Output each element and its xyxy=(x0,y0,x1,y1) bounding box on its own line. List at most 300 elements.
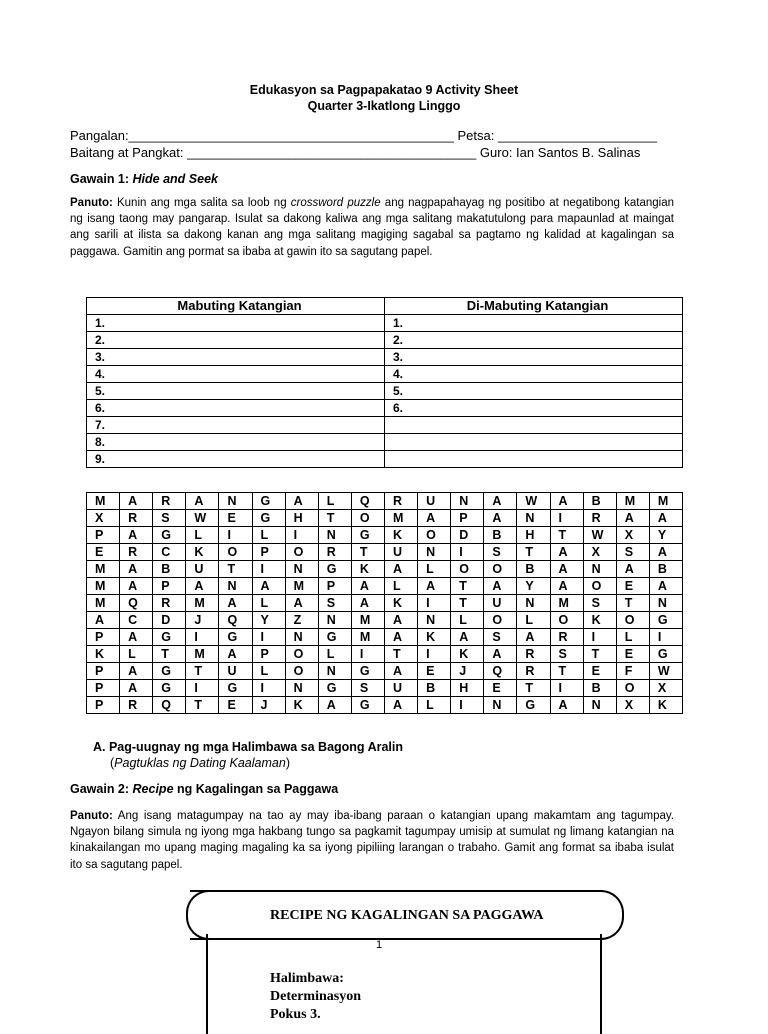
recipe-scroll-body xyxy=(206,934,602,1034)
di-mabuting-cell: 1. xyxy=(385,315,683,332)
puzzle-cell: C xyxy=(153,544,186,561)
puzzle-cell: N xyxy=(583,561,616,578)
puzzle-cell: P xyxy=(252,544,285,561)
word-search-puzzle xyxy=(86,492,683,714)
puzzle-cell: L xyxy=(120,646,153,663)
puzzle-cell: G xyxy=(153,663,186,680)
puzzle-cell: N xyxy=(649,595,682,612)
section-a-subheading xyxy=(110,756,290,770)
panuto-text-a: Kunin ang mga salita sa loob ng xyxy=(112,197,291,209)
mabuting-cell: 9. xyxy=(87,451,385,468)
puzzle-cell: L xyxy=(318,493,351,510)
puzzle-cell: N xyxy=(318,663,351,680)
puzzle-cell: M xyxy=(87,595,120,612)
puzzle-cell: E xyxy=(484,680,517,697)
puzzle-cell: F xyxy=(616,663,649,680)
panuto-text-italic: crossword puzzle xyxy=(290,197,381,209)
sub-close-paren: ) xyxy=(285,756,290,770)
puzzle-cell: E xyxy=(616,578,649,595)
puzzle-cell: O xyxy=(484,612,517,629)
gawain2-title-italic: Recipe xyxy=(132,782,174,796)
name-date-line: Pangalan:_____________________________________________ Petsa: ______________________ xyxy=(70,128,658,143)
puzzle-cell: G xyxy=(351,663,384,680)
puzzle-cell: R xyxy=(318,544,351,561)
puzzle-cell: R xyxy=(384,493,417,510)
puzzle-row xyxy=(87,697,683,714)
puzzle-cell: M xyxy=(351,629,384,646)
puzzle-cell: M xyxy=(87,493,120,510)
puzzle-cell: G xyxy=(318,561,351,578)
puzzle-cell: K xyxy=(451,646,484,663)
puzzle-cell: G xyxy=(649,646,682,663)
puzzle-cell: I xyxy=(649,629,682,646)
puzzle-cell: X xyxy=(583,544,616,561)
puzzle-cell: S xyxy=(153,510,186,527)
puzzle-cell: M xyxy=(285,578,318,595)
puzzle-cell: B xyxy=(649,561,682,578)
puzzle-cell: N xyxy=(318,527,351,544)
puzzle-cell: Y xyxy=(649,527,682,544)
puzzle-cell: P xyxy=(87,697,120,714)
puzzle-cell: M xyxy=(87,578,120,595)
puzzle-cell: S xyxy=(318,595,351,612)
puzzle-cell: M xyxy=(649,493,682,510)
header-mabuting: Mabuting Katangian xyxy=(87,298,385,315)
puzzle-cell: L xyxy=(616,629,649,646)
puzzle-cell: A xyxy=(318,697,351,714)
mabuting-cell: 8. xyxy=(87,434,385,451)
puzzle-cell: L xyxy=(252,663,285,680)
puzzle-cell: O xyxy=(285,663,318,680)
puzzle-cell: A xyxy=(649,578,682,595)
di-mabuting-cell: 6. xyxy=(385,400,683,417)
mabuting-cell: 2. xyxy=(87,332,385,349)
puzzle-cell: O xyxy=(616,612,649,629)
puzzle-cell: S xyxy=(583,595,616,612)
puzzle-cell: Q xyxy=(153,697,186,714)
puzzle-cell: Q xyxy=(120,595,153,612)
di-mabuting-cell: 3. xyxy=(385,349,683,366)
puzzle-cell: A xyxy=(550,544,583,561)
puzzle-row xyxy=(87,646,683,663)
puzzle-cell: B xyxy=(484,527,517,544)
puzzle-cell: I xyxy=(451,697,484,714)
puzzle-cell: A xyxy=(186,578,219,595)
puzzle-cell: Q xyxy=(484,663,517,680)
puzzle-cell: U xyxy=(384,680,417,697)
puzzle-cell: X xyxy=(616,527,649,544)
puzzle-cell: P xyxy=(252,646,285,663)
puzzle-cell: A xyxy=(616,561,649,578)
puzzle-cell: P xyxy=(87,527,120,544)
puzzle-cell: K xyxy=(384,527,417,544)
puzzle-cell: I xyxy=(252,680,285,697)
puzzle-cell: Y xyxy=(252,612,285,629)
puzzle-cell: T xyxy=(517,680,550,697)
puzzle-cell: A xyxy=(451,629,484,646)
puzzle-cell: Z xyxy=(285,612,318,629)
puzzle-cell: I xyxy=(418,646,451,663)
puzzle-cell: N xyxy=(583,697,616,714)
table-row xyxy=(87,400,683,417)
puzzle-cell: Q xyxy=(219,612,252,629)
puzzle-cell: R xyxy=(120,510,153,527)
di-mabuting-cell xyxy=(385,434,683,451)
table-row xyxy=(87,383,683,400)
page-title: Edukasyon sa Pagpapakatao 9 Activity Sheet xyxy=(249,83,519,97)
puzzle-cell: H xyxy=(451,680,484,697)
recipe-line: Pokus 3. xyxy=(270,1007,321,1022)
puzzle-cell: A xyxy=(616,510,649,527)
puzzle-cell: N xyxy=(285,629,318,646)
puzzle-cell: A xyxy=(252,578,285,595)
puzzle-cell: R xyxy=(120,544,153,561)
puzzle-cell: T xyxy=(550,527,583,544)
puzzle-cell: N xyxy=(285,561,318,578)
puzzle-cell: G xyxy=(649,612,682,629)
puzzle-cell: M xyxy=(351,612,384,629)
puzzle-cell: K xyxy=(384,595,417,612)
puzzle-cell: U xyxy=(219,663,252,680)
recipe-line: Determinasyon xyxy=(270,989,361,1004)
gawain1-title: Hide and Seek xyxy=(132,172,218,186)
puzzle-cell: A xyxy=(484,578,517,595)
table-row xyxy=(87,417,683,434)
puzzle-cell: A xyxy=(285,595,318,612)
puzzle-cell: A xyxy=(219,646,252,663)
puzzle-cell: A xyxy=(517,629,550,646)
puzzle-cell: G xyxy=(219,680,252,697)
puzzle-cell: T xyxy=(186,663,219,680)
puzzle-cell: K xyxy=(351,561,384,578)
puzzle-cell: G xyxy=(153,680,186,697)
puzzle-cell: O xyxy=(616,680,649,697)
puzzle-row xyxy=(87,510,683,527)
katangian-table xyxy=(86,297,683,468)
puzzle-cell: A xyxy=(550,697,583,714)
puzzle-cell: I xyxy=(219,527,252,544)
gawain2-title-rest: ng Kagalingan sa Paggawa xyxy=(173,782,339,796)
puzzle-cell: D xyxy=(451,527,484,544)
puzzle-cell: A xyxy=(384,629,417,646)
puzzle-cell: G xyxy=(351,527,384,544)
puzzle-cell: B xyxy=(583,680,616,697)
puzzle-cell: T xyxy=(451,595,484,612)
puzzle-cell: B xyxy=(583,493,616,510)
puzzle-cell: M xyxy=(186,595,219,612)
puzzle-cell: A xyxy=(649,510,682,527)
puzzle-cell: K xyxy=(649,697,682,714)
puzzle-cell: G xyxy=(517,697,550,714)
puzzle-cell: J xyxy=(186,612,219,629)
puzzle-row xyxy=(87,561,683,578)
panuto-text-b: ang nagpapahayag ng positibo at negatibong katangian ng isang taong may pangarap. Isulat sa dakong kaliwa ang mga salitang makatutulong para mapaunlad at maingat ang sarili at ilista sa dakong kanan ang mga salitang magiging sagabal sa pagtamo ng kalidad at kagalingan sa paggawa. Gamitin ang pormat sa ibaba at gawin ito sa sagutang papel. xyxy=(70,197,674,258)
mabuting-cell: 3. xyxy=(87,349,385,366)
puzzle-cell: K xyxy=(87,646,120,663)
puzzle-cell: G xyxy=(252,510,285,527)
puzzle-cell: T xyxy=(186,697,219,714)
puzzle-cell: K xyxy=(418,629,451,646)
puzzle-cell: N xyxy=(451,493,484,510)
puzzle-cell: O xyxy=(550,612,583,629)
puzzle-cell: I xyxy=(550,680,583,697)
puzzle-cell: T xyxy=(384,646,417,663)
puzzle-row xyxy=(87,595,683,612)
gawain2-heading xyxy=(70,782,338,796)
puzzle-cell: T xyxy=(616,595,649,612)
puzzle-cell: L xyxy=(318,646,351,663)
puzzle-cell: N xyxy=(219,578,252,595)
puzzle-cell: Y xyxy=(517,578,550,595)
puzzle-cell: B xyxy=(418,680,451,697)
puzzle-cell: T xyxy=(351,544,384,561)
puzzle-cell: P xyxy=(87,680,120,697)
puzzle-cell: P xyxy=(318,578,351,595)
panuto2-text: Ang isang matagumpay na tao ay may iba-ibang paraan o katangian upang makamtam ang tagumpay. Ngayon bilang simula ng iyong mga hakbang tungo sa pagkamit tagumpay umisip at sumulat ng limang katangian na kinakailangan mo upang maging magaling ka sa iyong pipiliing larangan o trabaho. Gamit ang format sa ibaba isulat ito sa sagutang papel. xyxy=(70,810,674,871)
puzzle-cell: O xyxy=(484,561,517,578)
puzzle-cell: E xyxy=(219,697,252,714)
puzzle-cell: I xyxy=(451,544,484,561)
puzzle-cell: N xyxy=(418,612,451,629)
puzzle-cell: R xyxy=(153,493,186,510)
section-a-heading: A. Pag-uugnay ng mga Halimbawa sa Bagong Aralin xyxy=(93,740,404,754)
puzzle-cell: N xyxy=(285,680,318,697)
puzzle-cell: E xyxy=(418,663,451,680)
puzzle-cell: L xyxy=(252,595,285,612)
puzzle-cell: G xyxy=(318,680,351,697)
puzzle-row xyxy=(87,629,683,646)
puzzle-cell: P xyxy=(87,663,120,680)
mabuting-cell: 7. xyxy=(87,417,385,434)
puzzle-cell: A xyxy=(285,493,318,510)
puzzle-cell: A xyxy=(87,612,120,629)
puzzle-cell: E xyxy=(583,663,616,680)
puzzle-cell: I xyxy=(252,629,285,646)
puzzle-cell: A xyxy=(550,561,583,578)
puzzle-cell: S xyxy=(484,629,517,646)
puzzle-cell: N xyxy=(219,493,252,510)
puzzle-cell: O xyxy=(451,561,484,578)
recipe-line: Halimbawa: xyxy=(270,971,344,986)
puzzle-cell: A xyxy=(120,493,153,510)
puzzle-row xyxy=(87,612,683,629)
grade-teacher-line: Baitang at Pangkat: ________________________________________ Guro: Ian Santos B. Salinas xyxy=(70,145,641,160)
puzzle-cell: L xyxy=(451,612,484,629)
mabuting-cell: 4. xyxy=(87,366,385,383)
puzzle-cell: K xyxy=(186,544,219,561)
puzzle-cell: O xyxy=(285,646,318,663)
puzzle-cell: P xyxy=(451,510,484,527)
table-row xyxy=(87,366,683,383)
puzzle-cell: C xyxy=(120,612,153,629)
table-row xyxy=(87,332,683,349)
puzzle-row xyxy=(87,527,683,544)
mabuting-cell: 1. xyxy=(87,315,385,332)
puzzle-cell: S xyxy=(484,544,517,561)
puzzle-cell: L xyxy=(186,527,219,544)
puzzle-cell: U xyxy=(384,544,417,561)
mabuting-cell: 6. xyxy=(87,400,385,417)
puzzle-cell: O xyxy=(418,527,451,544)
puzzle-cell: L xyxy=(418,561,451,578)
puzzle-row xyxy=(87,493,683,510)
puzzle-cell: G xyxy=(351,697,384,714)
puzzle-cell: O xyxy=(219,544,252,561)
puzzle-cell: I xyxy=(583,629,616,646)
gawain2-label: Gawain 2: xyxy=(70,782,133,796)
puzzle-cell: A xyxy=(120,561,153,578)
puzzle-cell: M xyxy=(186,646,219,663)
puzzle-cell: W xyxy=(186,510,219,527)
puzzle-cell: M xyxy=(550,595,583,612)
puzzle-cell: G xyxy=(318,629,351,646)
puzzle-cell: P xyxy=(153,578,186,595)
puzzle-cell: R xyxy=(550,629,583,646)
puzzle-cell: T xyxy=(318,510,351,527)
gawain2-instructions xyxy=(70,808,674,873)
puzzle-cell: A xyxy=(351,595,384,612)
puzzle-cell: A xyxy=(186,493,219,510)
puzzle-cell: W xyxy=(583,527,616,544)
puzzle-cell: A xyxy=(384,612,417,629)
puzzle-cell: I xyxy=(285,527,318,544)
puzzle-cell: A xyxy=(649,544,682,561)
gawain1-label: Gawain 1: xyxy=(70,172,133,186)
di-mabuting-cell xyxy=(385,417,683,434)
puzzle-cell: N xyxy=(484,697,517,714)
puzzle-cell: I xyxy=(252,561,285,578)
puzzle-cell: E xyxy=(87,544,120,561)
puzzle-cell: A xyxy=(550,578,583,595)
puzzle-cell: O xyxy=(351,510,384,527)
puzzle-cell: S xyxy=(351,680,384,697)
puzzle-cell: I xyxy=(550,510,583,527)
puzzle-cell: J xyxy=(252,697,285,714)
puzzle-cell: O xyxy=(285,544,318,561)
puzzle-cell: R xyxy=(120,697,153,714)
di-mabuting-cell xyxy=(385,451,683,468)
puzzle-cell: T xyxy=(153,646,186,663)
puzzle-cell: A xyxy=(120,680,153,697)
di-mabuting-cell: 4. xyxy=(385,366,683,383)
recipe-lines xyxy=(270,970,361,1024)
puzzle-cell: B xyxy=(153,561,186,578)
puzzle-cell: X xyxy=(87,510,120,527)
mabuting-cell: 5. xyxy=(87,383,385,400)
puzzle-cell: L xyxy=(384,578,417,595)
puzzle-cell: M xyxy=(87,561,120,578)
puzzle-cell: P xyxy=(87,629,120,646)
puzzle-cell: U xyxy=(484,595,517,612)
puzzle-cell: M xyxy=(384,510,417,527)
puzzle-cell: N xyxy=(418,544,451,561)
puzzle-cell: R xyxy=(153,595,186,612)
puzzle-cell: A xyxy=(384,697,417,714)
puzzle-cell: R xyxy=(517,646,550,663)
puzzle-cell: A xyxy=(418,510,451,527)
puzzle-cell: S xyxy=(550,646,583,663)
puzzle-cell: A xyxy=(484,510,517,527)
puzzle-cell: Q xyxy=(351,493,384,510)
puzzle-cell: U xyxy=(186,561,219,578)
puzzle-cell: K xyxy=(583,612,616,629)
puzzle-cell: G xyxy=(153,527,186,544)
puzzle-cell: E xyxy=(616,646,649,663)
puzzle-cell: H xyxy=(285,510,318,527)
puzzle-cell: L xyxy=(517,612,550,629)
sub-italic-text: Pagtuklas ng Dating Kaalaman xyxy=(114,756,286,770)
di-mabuting-cell: 5. xyxy=(385,383,683,400)
puzzle-cell: J xyxy=(451,663,484,680)
puzzle-cell: M xyxy=(616,493,649,510)
puzzle-cell: A xyxy=(351,578,384,595)
puzzle-cell: A xyxy=(219,595,252,612)
puzzle-cell: A xyxy=(384,663,417,680)
recipe-title: RECIPE NG KAGALINGAN SA PAGGAWA xyxy=(270,908,544,923)
puzzle-cell: L xyxy=(252,527,285,544)
puzzle-cell: N xyxy=(318,612,351,629)
puzzle-cell: N xyxy=(517,595,550,612)
puzzle-cell: K xyxy=(285,697,318,714)
puzzle-cell: H xyxy=(517,527,550,544)
puzzle-cell: T xyxy=(550,663,583,680)
puzzle-cell: W xyxy=(649,663,682,680)
puzzle-cell: D xyxy=(153,612,186,629)
di-mabuting-cell: 2. xyxy=(385,332,683,349)
puzzle-cell: X xyxy=(616,697,649,714)
puzzle-cell: A xyxy=(120,629,153,646)
puzzle-row xyxy=(87,544,683,561)
panuto-label: Panuto: xyxy=(70,197,113,209)
puzzle-row xyxy=(87,663,683,680)
puzzle-cell: R xyxy=(517,663,550,680)
puzzle-cell: A xyxy=(484,493,517,510)
puzzle-cell: B xyxy=(517,561,550,578)
panuto2-label: Panuto: xyxy=(70,810,113,822)
puzzle-cell: A xyxy=(120,663,153,680)
puzzle-row xyxy=(87,680,683,697)
puzzle-cell: W xyxy=(517,493,550,510)
table-row xyxy=(87,315,683,332)
puzzle-cell: I xyxy=(351,646,384,663)
puzzle-cell: O xyxy=(583,578,616,595)
puzzle-cell: I xyxy=(186,629,219,646)
table-row xyxy=(87,451,683,468)
puzzle-cell: G xyxy=(252,493,285,510)
puzzle-cell: T xyxy=(219,561,252,578)
puzzle-row xyxy=(87,578,683,595)
puzzle-cell: R xyxy=(583,510,616,527)
puzzle-cell: L xyxy=(418,697,451,714)
gawain1-heading xyxy=(70,172,218,186)
puzzle-cell: S xyxy=(616,544,649,561)
puzzle-cell: A xyxy=(120,527,153,544)
puzzle-cell: A xyxy=(550,493,583,510)
puzzle-cell: E xyxy=(219,510,252,527)
puzzle-cell: I xyxy=(418,595,451,612)
sub-open-paren: ( xyxy=(110,756,115,770)
puzzle-cell: I xyxy=(186,680,219,697)
puzzle-cell: A xyxy=(484,646,517,663)
puzzle-cell: U xyxy=(418,493,451,510)
puzzle-cell: A xyxy=(384,561,417,578)
gawain1-instructions xyxy=(70,195,674,260)
puzzle-cell: N xyxy=(517,510,550,527)
puzzle-cell: T xyxy=(451,578,484,595)
puzzle-cell: T xyxy=(583,646,616,663)
header-di-mabuting: Di-Mabuting Katangian xyxy=(385,298,683,315)
table-row xyxy=(87,349,683,366)
